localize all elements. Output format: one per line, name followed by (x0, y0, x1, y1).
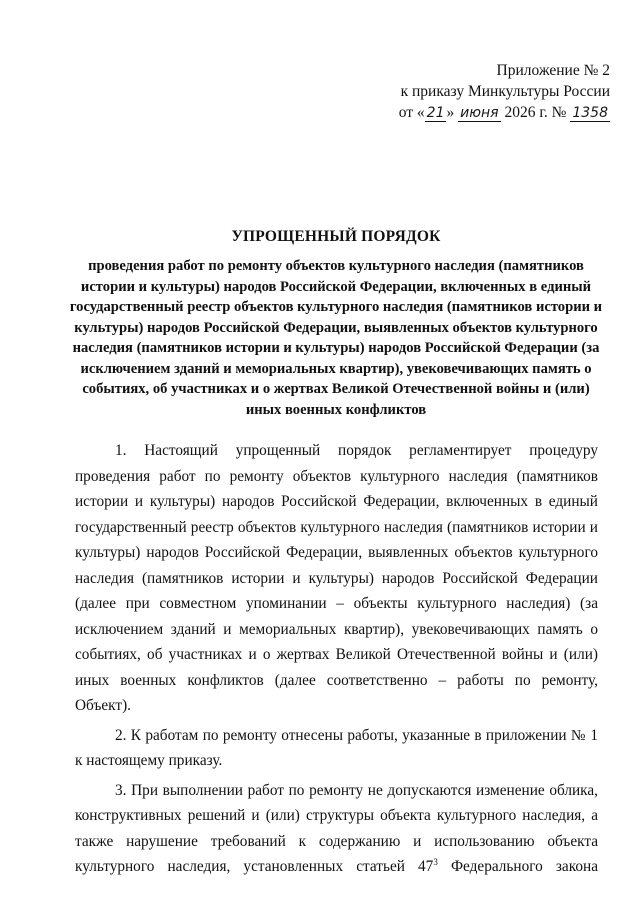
paragraph-2: 2. К работам по ремонту отнесены работы, указанные в приложении № 1 к настоящему приказу. (75, 726, 598, 769)
document-subtitle: проведения работ по ремонту объектов культурного наследия (памятников истории и культуры) народов Российской Федерации, включенных в единый государственный реестр объектов культурного наследия (памятников истории и культуры) народов Российской Федерации, выявленных объектов культурного наследия (памятников истории и культуры) народов Российской Федерации (за исключением зданий и мемориальных квартир), увековечивающих память о событиях, об участниках и о жертвах Великой Отечественной войны и (или) иных военных конфликтов (69, 258, 603, 418)
date-prefix: от « (398, 104, 425, 121)
paragraph-3-tail: Федерального закона (437, 858, 598, 875)
handwritten-order-number: 1358 (572, 105, 608, 121)
handwritten-day: 21 (426, 105, 445, 121)
paragraph-1: 1. Настоящий упрощенный порядок регламентирует процедуру проведения работ по ремонту объектов культурного наследия (памятников истории и культуры) народов Российской Федерации, включенных в единый государственный реестр объектов культурного наследия (памятников истории и культуры) народов Российской Федерации, выявленных объектов культурного наследия (памятников истории и культуры) народов Российской Федерации (далее при совместном упоминании – объекты культурного наследия) (за исключением зданий и мемориальных квартир), увековечивающих память о событиях, об участниках и о жертвах Великой Отечественной войны и (или) иных военных конфликтов (далее соответственно – работы по ремонту, Объект). (75, 442, 598, 714)
appendix-line-3 (330, 102, 610, 124)
document-body (75, 438, 598, 884)
date-year: 2026 г. № (504, 104, 567, 121)
date-mid: » (446, 104, 455, 121)
document-title: УПРОЩЕННЫЙ ПОРЯДОК (231, 228, 441, 245)
paragraph-3-text: 3. При выполнении работ по ремонту не допускаются изменение облика, конструктивных решений и (или) структуры объекта культурного наследия, а также нарушение требований к содержанию и использованию объекта культурного наследия, установленных статьей 47 (75, 781, 598, 875)
appendix-header (330, 60, 610, 124)
paragraph-3 (75, 778, 598, 880)
appendix-line-2: к приказу Минкультуры России (400, 83, 610, 100)
handwritten-month: июня (460, 105, 499, 121)
article-superscript: 3 (433, 856, 438, 867)
appendix-line-1: Приложение № 2 (496, 62, 610, 79)
